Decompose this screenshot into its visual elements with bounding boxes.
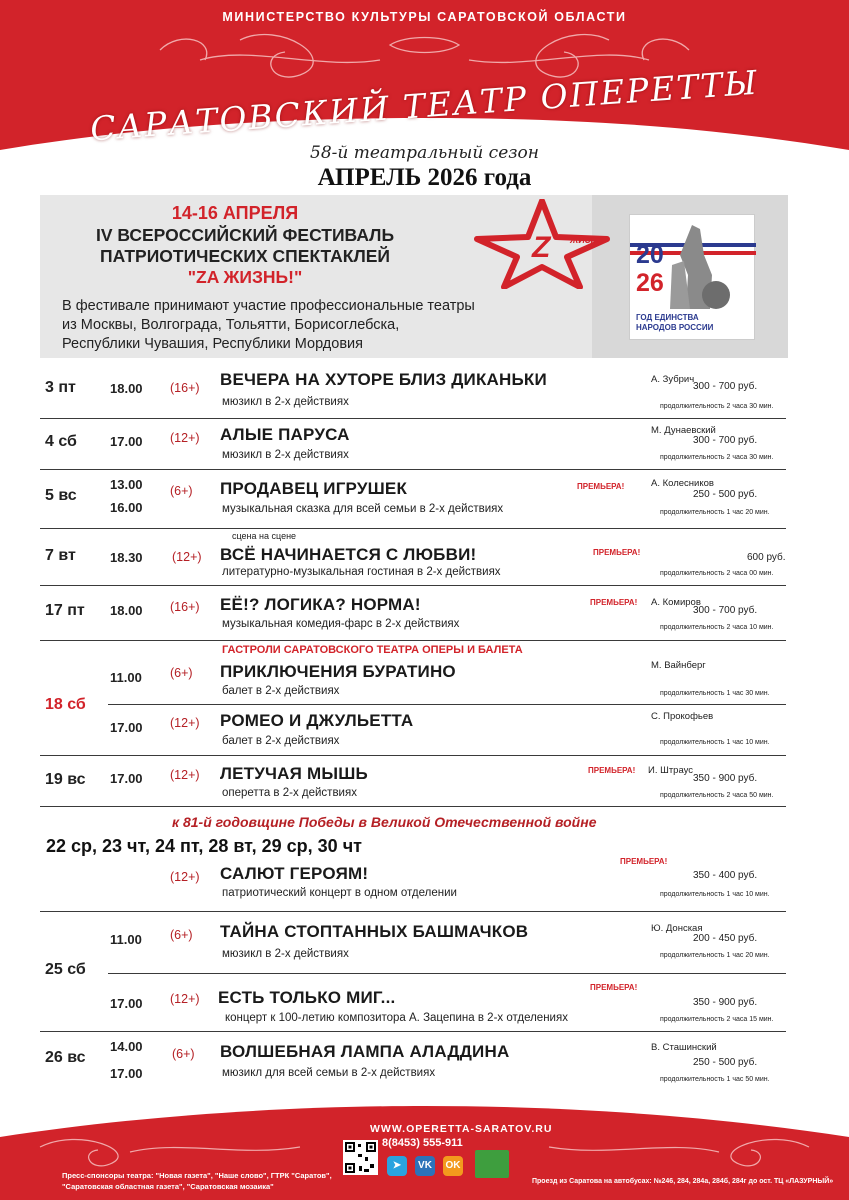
event-title[interactable]: ЛЕТУЧАЯ МЫШЬ	[220, 764, 368, 783]
event-time: 16.00	[110, 500, 143, 515]
event-price: 250 - 500 руб.	[693, 1057, 758, 1068]
premiere-badge: ПРЕМЬЕРА!	[588, 766, 636, 775]
premiere-badge: ПРЕМЬЕРА!	[620, 857, 668, 866]
event-composer: И. Штраус	[648, 765, 694, 776]
row-divider	[108, 704, 786, 705]
row-divider	[40, 469, 786, 470]
event-composer: М. Вайнберг	[651, 660, 706, 671]
year-caption-line2: НАРОДОВ РОССИИ	[636, 323, 714, 332]
row-divider	[40, 911, 786, 912]
press-sponsors	[62, 1170, 332, 1192]
event-composer: М. Дунаевский	[651, 425, 716, 436]
event-duration: продолжительность 2 часа 30 мин.	[660, 454, 774, 461]
event-price: 350 - 400 руб.	[693, 870, 758, 881]
qr-code-icon[interactable]	[343, 1140, 378, 1175]
event-day: 7 вт	[45, 547, 76, 564]
event-duration: продолжительность 2 часа 50 мин.	[660, 792, 774, 799]
event-time: 17.00	[110, 434, 143, 449]
event-duration: продолжительность 2 часа 00 мин.	[660, 570, 774, 577]
row-divider	[40, 1031, 786, 1032]
event-time: 14.00	[110, 1039, 143, 1054]
year-top: 20	[636, 241, 664, 269]
sponsors-line1: Пресс-спонсоры театра: "Новая газета", "Наше слово", ГТРК "Саратов",	[62, 1171, 332, 1180]
event-genre: оперетта в 2-х действиях	[222, 787, 357, 799]
event-price: 200 - 450 руб.	[693, 933, 758, 944]
event-duration: продолжительность 1 час 10 мин.	[660, 891, 770, 898]
qr-pattern	[343, 1140, 378, 1175]
row-divider	[40, 418, 786, 419]
event-genre: мюзикл в 2-х действиях	[222, 396, 349, 408]
event-genre: патриотический концерт в одном отделении	[222, 887, 457, 899]
event-composer: А. Колесников	[651, 478, 714, 489]
premiere-badge: ПРЕМЬЕРА!	[590, 983, 638, 992]
year-caption-line1: ГОД ЕДИНСТВА	[636, 313, 699, 322]
event-genre: мюзикл для всей семьи в 2-х действиях	[222, 1067, 436, 1079]
event-time: 17.00	[110, 771, 143, 786]
event-duration: продолжительность 2 часа 15 мин.	[660, 1016, 774, 1023]
event-title[interactable]: ВОЛШЕБНАЯ ЛАМПА АЛАДДИНА	[220, 1042, 510, 1061]
event-duration: продолжительность 1 час 30 мин.	[660, 690, 770, 697]
anniversary-heading: к 81-й годовщине Победы в Великой Отечественной войне	[172, 814, 597, 830]
event-time: 11.00	[110, 670, 142, 685]
event-time: 17.00	[110, 1066, 143, 1081]
event-duration: продолжительность 2 часа 30 мин.	[660, 403, 774, 410]
year-of-unity-logo	[629, 214, 755, 340]
ministry-title: МИНИСТЕРСТВО КУЛЬТУРЫ САРАТОВСКОЙ ОБЛАСТИ	[222, 10, 627, 24]
sponsors-line2: "Саратовская областная газета", "Саратовская мозаика"	[62, 1182, 274, 1191]
event-time: 17.00	[110, 720, 143, 735]
event-price: 250 - 500 руб.	[693, 489, 758, 500]
premiere-badge: ПРЕМЬЕРА!	[593, 548, 641, 557]
age-rating: (6+)	[170, 484, 193, 498]
event-time: 18.00	[110, 381, 143, 396]
festival-desc-line2: из Москвы, Волгограда, Тольятти, Борисоглебска,	[62, 317, 400, 333]
event-genre: мюзикл в 2-х действиях	[222, 948, 349, 960]
festival-description	[62, 297, 582, 354]
row-divider	[40, 528, 786, 529]
event-genre: мюзикл в 2-х действиях	[222, 449, 349, 461]
festival-desc-line1: В фестивале принимают участие профессиональные театры	[62, 298, 475, 314]
row-divider	[40, 755, 786, 756]
event-day: 25 сб	[45, 961, 86, 978]
svg-text:Z: Z	[532, 231, 551, 264]
row-divider	[40, 640, 786, 641]
event-title[interactable]: ТАЙНА СТОПТАННЫХ БАШМАЧКОВ	[220, 922, 529, 941]
event-dates: 22 ср, 23 чт, 24 пт, 28 вт, 29 ср, 30 чт	[46, 836, 362, 856]
event-title[interactable]: РОМЕО И ДЖУЛЬЕТТА	[220, 711, 414, 730]
age-rating: (6+)	[172, 1047, 195, 1061]
event-day: 5 вс	[45, 487, 77, 504]
event-day: 18 сб	[45, 696, 86, 713]
row-divider	[40, 806, 786, 807]
event-day: 3 пт	[45, 379, 76, 396]
event-title[interactable]: ВЕЧЕРА НА ХУТОРЕ БЛИЗ ДИКАНЬКИ	[220, 370, 547, 389]
festival-date: 14-16 АПРЕЛЯ	[171, 203, 299, 223]
event-day: 19 вс	[45, 771, 86, 788]
telegram-icon[interactable]: ➤	[387, 1156, 407, 1176]
age-rating: (12+)	[170, 716, 200, 730]
odnoklassniki-icon[interactable]: OK	[443, 1156, 463, 1176]
event-composer: В. Сташинский	[651, 1042, 717, 1053]
festival-title-line2: ПАТРИОТИЧЕСКИХ СПЕКТАКЛЕЙ	[99, 246, 390, 266]
event-genre: музыкальная сказка для всей семьи в 2-х действиях	[222, 503, 504, 515]
event-title[interactable]: ПРИКЛЮЧЕНИЯ БУРАТИНО	[220, 662, 456, 681]
event-price: 350 - 900 руб.	[693, 997, 758, 1008]
festival-banner	[40, 195, 788, 358]
premiere-badge: ПРЕМЬЕРА!	[590, 598, 638, 607]
event-title[interactable]: ЕЁ!? ЛОГИКА? НОРМА!	[220, 595, 421, 614]
event-genre: концерт к 100-летию композитора А. Зацепина в 2-х отделениях	[225, 1012, 568, 1024]
event-time: 11.00	[110, 932, 142, 947]
year-bottom: 26	[636, 269, 664, 297]
event-price: 600 руб.	[747, 552, 786, 563]
row-divider	[108, 973, 786, 974]
festival-title	[40, 225, 450, 288]
event-genre: балет в 2-х действиях	[222, 685, 340, 697]
theatre-name: САРАТОВСКИЙ ТЕАТР ОПЕРЕТТЫ	[88, 62, 761, 149]
age-rating: (6+)	[170, 928, 193, 942]
age-rating: (12+)	[170, 870, 200, 884]
website-link[interactable]: WWW.OPERETTA-SARATOV.RU	[370, 1123, 553, 1135]
event-time: 17.00	[110, 996, 143, 1011]
season-label: 58-й театральный сезон	[310, 143, 539, 163]
festival-title-line3: "ZA ЖИЗНЬ!"	[187, 267, 303, 287]
event-title[interactable]: ПРОДАВЕЦ ИГРУШЕК	[220, 479, 408, 498]
event-composer: С. Прокофьев	[651, 711, 714, 722]
event-composer: А. Комиров	[651, 597, 701, 608]
age-rating: (16+)	[170, 381, 200, 395]
event-day: 4 сб	[45, 433, 77, 450]
phone-number[interactable]: 8(8453) 555-911	[382, 1137, 463, 1149]
event-title[interactable]: САЛЮТ ГЕРОЯМ!	[220, 864, 369, 883]
premiere-badge: ПРЕМЬЕРА!	[577, 482, 625, 491]
vk-icon[interactable]: VK	[415, 1156, 435, 1176]
event-time: 18.30	[110, 550, 143, 565]
age-rating: (16+)	[170, 600, 200, 614]
event-title[interactable]: ВСЁ НАЧИНАЕТСЯ С ЛЮБВИ!	[220, 545, 477, 564]
age-rating: (12+)	[170, 992, 200, 1006]
age-rating: (6+)	[170, 666, 193, 680]
pushkin-card-icon[interactable]	[475, 1150, 509, 1178]
transit-info: Проезд из Саратова на автобусах: №246, 284, 284а, 284б, 284г до ост. ТЦ «ЛАЗУРНЫЙ»	[532, 1178, 834, 1185]
event-duration: продолжительность 2 часа 10 мин.	[660, 624, 774, 631]
event-price: 300 - 700 руб.	[693, 435, 758, 446]
za-logo-word: ЖИЗНЬ	[570, 235, 604, 245]
year-caption	[636, 313, 754, 333]
row-divider	[40, 585, 786, 586]
event-note: сцена на сцене	[232, 531, 297, 541]
festival-desc-line3: Республики Чувашия, Республики Мордовия	[62, 336, 363, 352]
age-rating: (12+)	[170, 431, 200, 445]
event-day: 26 вс	[45, 1049, 86, 1066]
event-duration: продолжительность 1 час 20 мин.	[660, 509, 770, 516]
age-rating: (12+)	[172, 550, 202, 564]
event-genre: балет в 2-х действиях	[222, 735, 340, 747]
festival-title-line1: IV ВСЕРОССИЙСКИЙ ФЕСТИВАЛЬ	[95, 225, 395, 245]
event-title[interactable]: АЛЫЕ ПАРУСА	[220, 425, 350, 444]
event-composer: Ю. Донская	[651, 923, 703, 934]
event-time: 18.00	[110, 603, 143, 618]
event-price: 300 - 700 руб.	[693, 605, 758, 616]
event-duration: продолжительность 1 час 20 мин.	[660, 952, 770, 959]
age-rating: (12+)	[170, 768, 200, 782]
event-price: 350 - 900 руб.	[693, 773, 758, 784]
tour-heading: ГАСТРОЛИ САРАТОВСКОГО ТЕАТРА ОПЕРЫ И БАЛЕТА	[222, 644, 523, 656]
event-composer: А. Зубрич	[651, 374, 695, 385]
event-duration: продолжительность 1 час 10 мин.	[660, 739, 770, 746]
event-time: 13.00	[110, 477, 143, 492]
event-genre: музыкальная комедия-фарс в 2-х действиях	[222, 618, 460, 630]
event-duration: продолжительность 1 час 50 мин.	[660, 1076, 770, 1083]
event-genre: литературно-музыкальная гостиная в 2-х действиях	[222, 566, 501, 578]
event-price: 300 - 700 руб.	[693, 381, 758, 392]
event-day: 17 пт	[45, 602, 85, 619]
month-title: АПРЕЛЬ 2026 года	[317, 164, 532, 191]
event-title[interactable]: ЕСТЬ ТОЛЬКО МИГ...	[218, 988, 396, 1007]
